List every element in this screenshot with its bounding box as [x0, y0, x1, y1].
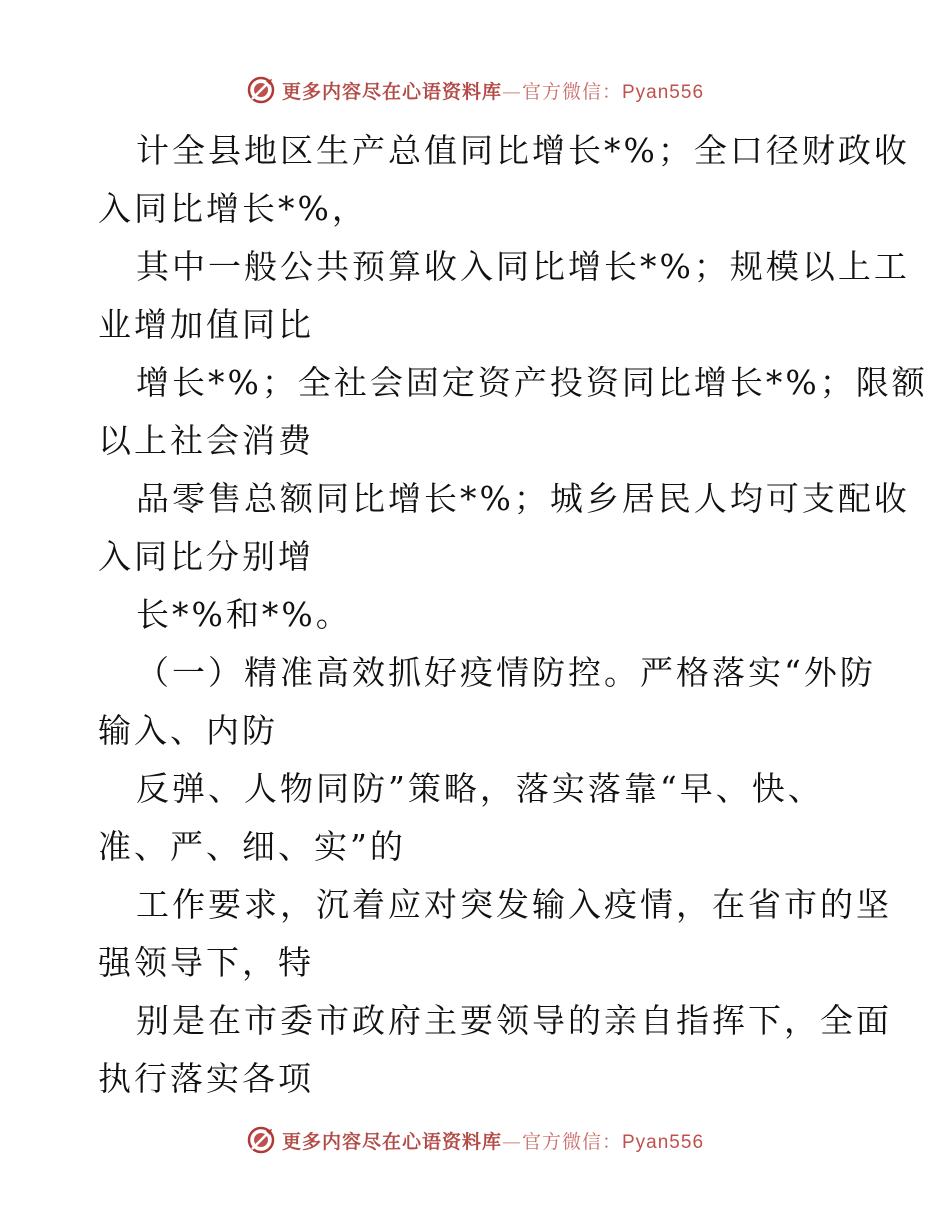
text-line: 强领导下，特: [98, 943, 314, 982]
text-line: 别是在市委市政府主要领导的亲自指挥下，全面: [136, 1001, 892, 1040]
document-body: [98, 122, 928, 1108]
text-line: 增长*%；全社会固定资产投资同比增长*%；限额: [136, 363, 928, 402]
header-watermark: [0, 72, 950, 108]
text-line: 以上社会消费: [98, 421, 314, 460]
text-line: 执行落实各项: [98, 1059, 314, 1098]
text-line: 工作要求，沉着应对突发输入疫情，在省市的坚: [136, 885, 892, 924]
text-line: 入同比分别增: [98, 537, 314, 576]
pen-seal-icon: [246, 75, 276, 105]
text-line: 入同比增长*%，: [98, 189, 368, 228]
text-line: 长*%和*%。: [136, 595, 352, 634]
text-line: 准、严、细、实”的: [98, 827, 406, 866]
footer-watermark: [0, 1122, 950, 1158]
text-line: （一）精准高效抓好疫情防控。严格落实“外防: [136, 653, 876, 692]
text-line: 反弹、人物同防”策略，落实落靠“早、快、: [136, 769, 824, 808]
watermark-text: 更多内容尽在心语资料库—官方微信：Pyan556: [281, 1130, 705, 1153]
text-line: 输入、内防: [98, 711, 278, 750]
text-line: 其中一般公共预算收入同比增长*%；规模以上工: [136, 247, 910, 286]
text-line: 品零售总额同比增长*%；城乡居民人均可支配收: [136, 479, 910, 518]
watermark-text: 更多内容尽在心语资料库—官方微信：Pyan556: [281, 80, 705, 103]
pen-seal-icon: [246, 1125, 276, 1155]
text-line: 计全县地区生产总值同比增长*%；全口径财政收: [136, 131, 910, 170]
text-line: 业增加值同比: [98, 305, 314, 344]
